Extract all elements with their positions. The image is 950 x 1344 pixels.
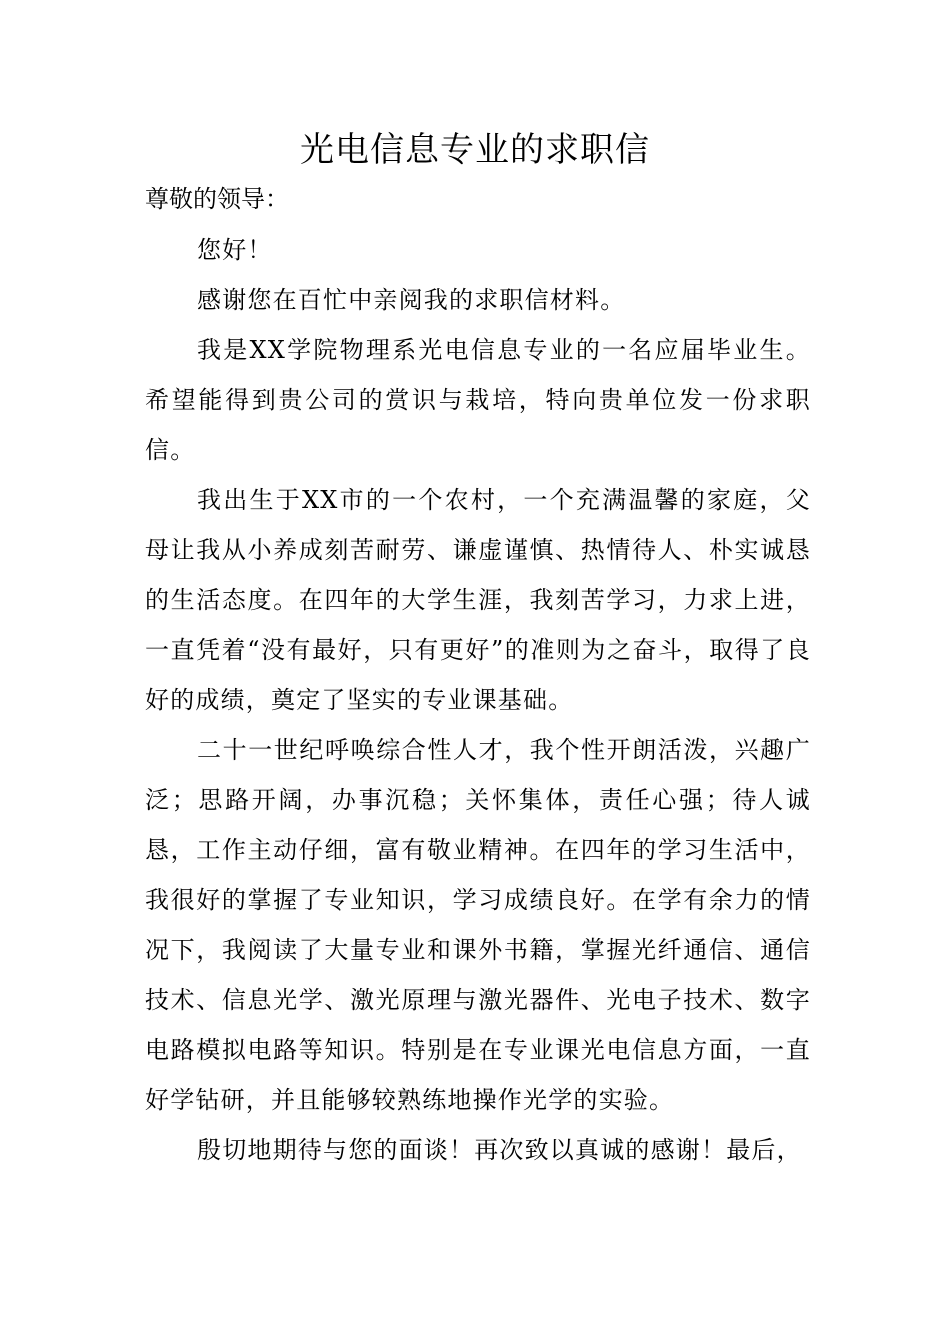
- letter-body: [145, 225, 811, 1175]
- paragraph-greeting: 您好！: [197, 236, 273, 264]
- salutation: 尊敬的领导：: [145, 185, 289, 213]
- paragraph-thanks: 感谢您在百忙中亲阅我的求职信材料。: [197, 286, 626, 314]
- paragraph-skills: 二十一世纪呼唤综合性人才，我个性开朗活泼，兴趣广泛；思路开阔，办事沉稳；关怀集体，责任心强；待人诚恳，工作主动仔细，富有敬业精神。在四年的学习生活中，我很好的掌握了专业知识，学习成绩良好。在学有余力的情况下，我阅读了大量专业和课外书籍，掌握光纤通信、通信技术、信息光学、激光原理与激光器件、光电子技术、数字电路模拟电路等知识。特别是在专业课光电信息方面，一直好学钻研，并且能够较熟练地操作光学的实验。: [145, 736, 811, 1114]
- paragraph-closing: 殷切地期待与您的面谈！再次致以真诚的感谢！最后，: [197, 1136, 802, 1164]
- paragraph-background: 我出生于XX市的一个农村，一个充满温馨的家庭，父母让我从小养成刻苦耐劳、谦虚谨慎、热情待人、朴实诚恳的生活态度。在四年的大学生涯，我刻苦学习，力求上进，一直凭着“没有最好，只有更好”的准则为之奋斗，取得了良好的成绩，奠定了坚实的专业课基础。: [145, 486, 811, 714]
- document-title: 光电信息专业的求职信: [300, 130, 650, 170]
- paragraph-introduction: 我是XX学院物理系光电信息专业的一名应届毕业生。希望能得到贵公司的赏识与栽培，特向贵单位发一份求职信。: [145, 336, 811, 464]
